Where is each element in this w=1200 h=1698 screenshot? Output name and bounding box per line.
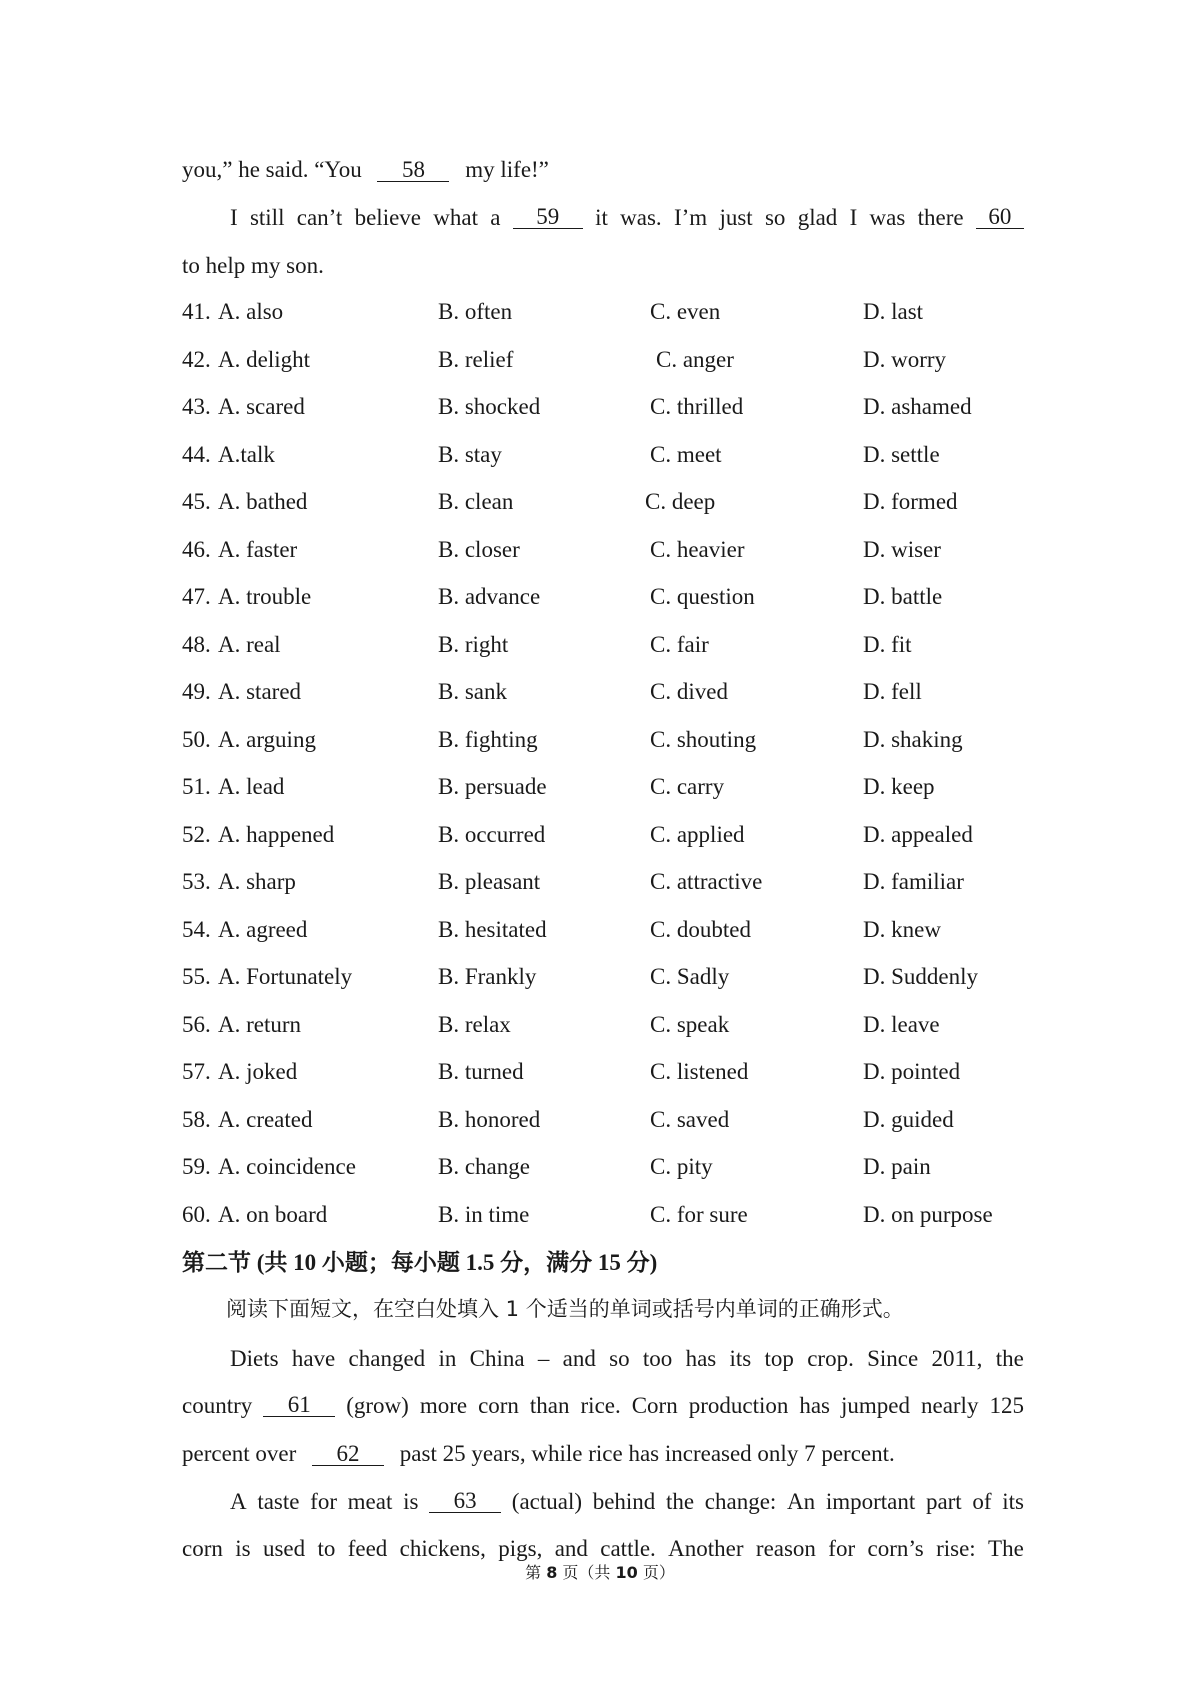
option-row bbox=[0, 823, 1200, 849]
paragraph-word: reason bbox=[755, 1536, 816, 1561]
passage-word: there bbox=[917, 205, 964, 230]
option-c: C. attractive bbox=[650, 869, 763, 894]
option-d: D. last bbox=[863, 299, 924, 324]
passage-word: still bbox=[249, 205, 285, 230]
paragraph-word: jumped bbox=[841, 1393, 910, 1418]
option-b: B. pleasant bbox=[438, 869, 541, 894]
paragraph-word: is bbox=[403, 1489, 419, 1514]
paragraph-word: corn bbox=[478, 1393, 519, 1418]
paragraph-word: Diets bbox=[230, 1346, 279, 1371]
option-d: D. pain bbox=[863, 1154, 931, 1179]
option-c: C. for sure bbox=[650, 1201, 748, 1227]
option-c: C. doubted bbox=[650, 916, 751, 942]
paragraph-word: Since bbox=[867, 1346, 919, 1371]
option-b: B. right bbox=[438, 631, 509, 657]
option-a: A. happened bbox=[218, 821, 335, 847]
option-a: A. return bbox=[218, 1011, 302, 1037]
option-c: C. meet bbox=[650, 441, 722, 467]
option-d: D. leave bbox=[863, 1011, 940, 1037]
paragraph2-line-1 bbox=[230, 1490, 1024, 1513]
passage-word: glad bbox=[797, 205, 838, 230]
option-d: D. ashamed bbox=[863, 394, 972, 419]
instruction-text: 阅读下面短文，在空白处填入 1 个适当的单词或括号内单词的正确形式。 bbox=[226, 1297, 904, 1321]
option-b: B. relief bbox=[438, 346, 514, 372]
paragraph-word: than bbox=[529, 1393, 570, 1418]
paragraph-word: and bbox=[554, 1536, 588, 1561]
question-number: 57. bbox=[182, 1059, 211, 1084]
question-number: 52. bbox=[182, 821, 211, 847]
passage-word: I bbox=[849, 205, 858, 230]
option-b: B. shocked bbox=[438, 394, 541, 419]
question-number: 51. bbox=[182, 774, 211, 799]
paragraph-word: the bbox=[995, 1346, 1024, 1371]
option-row bbox=[0, 300, 1200, 326]
option-row bbox=[0, 680, 1200, 706]
paragraph-word: (actual) bbox=[511, 1489, 583, 1514]
paragraph-word: feed bbox=[347, 1536, 388, 1561]
option-c: C. heavier bbox=[650, 536, 745, 562]
footer-text: 第 bbox=[525, 1563, 542, 1582]
option-c: C. even bbox=[650, 299, 721, 324]
option-a: A. trouble bbox=[218, 584, 312, 609]
question-number: 42. bbox=[182, 346, 211, 372]
paragraph-word: changed bbox=[348, 1346, 426, 1371]
option-row bbox=[0, 1203, 1200, 1229]
option-d: D. knew bbox=[863, 916, 941, 942]
option-d: D. battle bbox=[863, 584, 943, 609]
option-row bbox=[0, 870, 1200, 896]
option-a: A. also bbox=[218, 299, 284, 324]
option-row bbox=[0, 538, 1200, 564]
paragraph-word: for bbox=[310, 1489, 337, 1514]
paragraph-word: An bbox=[787, 1489, 816, 1514]
paragraph-word: part bbox=[925, 1489, 962, 1514]
option-c: C. pity bbox=[650, 1154, 713, 1179]
option-c: C. question bbox=[650, 584, 755, 609]
option-a: A. agreed bbox=[218, 916, 308, 942]
paragraph-word: too bbox=[642, 1346, 673, 1371]
paragraph-word: production bbox=[688, 1393, 789, 1418]
paragraph-text: percent over bbox=[182, 1441, 297, 1466]
option-a: A. coincidence bbox=[218, 1154, 356, 1179]
option-b: B. turned bbox=[438, 1059, 524, 1084]
option-c: C. anger bbox=[656, 346, 734, 372]
paragraph-word: so bbox=[609, 1346, 630, 1371]
question-number: 50. bbox=[182, 726, 211, 752]
option-c: C. speak bbox=[650, 1011, 730, 1037]
option-a: A. delight bbox=[218, 346, 310, 372]
paragraph-word: meat bbox=[347, 1489, 393, 1514]
option-b: B. often bbox=[438, 299, 513, 324]
option-b: B. persuade bbox=[438, 774, 547, 799]
option-row bbox=[0, 1013, 1200, 1039]
option-c: C. carry bbox=[650, 774, 725, 799]
option-d: D. Suddenly bbox=[863, 964, 978, 989]
option-d: D. fell bbox=[863, 679, 922, 704]
paragraph-word: its bbox=[729, 1346, 752, 1371]
passage-word: it bbox=[595, 205, 608, 230]
option-b: B. clean bbox=[438, 489, 514, 514]
passage-word: so bbox=[764, 205, 786, 230]
passage-word: I bbox=[230, 205, 238, 230]
option-d: D. familiar bbox=[863, 869, 964, 894]
paragraph1-line-1 bbox=[230, 1347, 1024, 1370]
answer-blank-58: 58 bbox=[377, 159, 449, 182]
passage-word: just bbox=[719, 205, 753, 230]
footer-text: 页） bbox=[642, 1563, 675, 1582]
option-a: A. created bbox=[218, 1106, 313, 1132]
passage-word: what bbox=[433, 205, 478, 230]
question-number: 47. bbox=[182, 584, 211, 609]
option-c: C. deep bbox=[645, 489, 716, 514]
option-row bbox=[0, 1060, 1200, 1086]
paragraph-word: corn bbox=[182, 1536, 223, 1561]
option-b: B. Frankly bbox=[438, 964, 537, 989]
option-d: D. guided bbox=[863, 1106, 954, 1132]
option-b: B. fighting bbox=[438, 726, 538, 752]
paragraph-word: more bbox=[419, 1393, 468, 1418]
question-number: 48. bbox=[182, 631, 211, 657]
answer-blank-63: 63 bbox=[429, 1490, 501, 1513]
question-number: 45. bbox=[182, 489, 211, 514]
option-b: B. relax bbox=[438, 1011, 511, 1037]
paragraph-word: have bbox=[291, 1346, 336, 1371]
option-b: B. advance bbox=[438, 584, 541, 609]
option-d: D. shaking bbox=[863, 726, 963, 752]
option-b: B. occurred bbox=[438, 821, 546, 847]
paragraph-word: (grow) bbox=[346, 1393, 409, 1418]
option-d: D. pointed bbox=[863, 1059, 961, 1084]
option-b: B. honored bbox=[438, 1106, 541, 1132]
passage-word: a bbox=[490, 205, 501, 230]
option-c: C. listened bbox=[650, 1059, 749, 1084]
option-a: A. real bbox=[218, 631, 281, 657]
paragraph1-line-2 bbox=[182, 1394, 1024, 1417]
passage-word: believe bbox=[354, 205, 421, 230]
option-row bbox=[0, 633, 1200, 659]
paragraph-word: corn’s bbox=[867, 1536, 924, 1561]
option-a: A. scared bbox=[218, 394, 305, 419]
option-row bbox=[0, 1108, 1200, 1134]
question-number: 53. bbox=[182, 869, 211, 894]
option-c: C. fair bbox=[650, 631, 709, 657]
question-number: 46. bbox=[182, 536, 211, 562]
paragraph-word: crop. bbox=[807, 1346, 854, 1371]
question-number: 55. bbox=[182, 964, 211, 989]
answer-blank-59: 59 bbox=[513, 206, 583, 229]
paragraph-word: pigs, bbox=[498, 1536, 543, 1561]
option-row bbox=[0, 585, 1200, 611]
paragraph-word: of bbox=[972, 1489, 992, 1514]
paragraph-word: 2011, bbox=[931, 1346, 983, 1371]
paragraph-word: top bbox=[764, 1346, 794, 1371]
passage-line-1 bbox=[182, 158, 549, 182]
question-number: 60. bbox=[182, 1201, 211, 1227]
option-row bbox=[0, 728, 1200, 754]
paragraph-word: chickens, bbox=[399, 1536, 486, 1561]
passage-text: my life!” bbox=[465, 157, 549, 182]
passage-word: I’m bbox=[673, 205, 708, 230]
option-c: C. saved bbox=[650, 1106, 730, 1132]
option-b: B. in time bbox=[438, 1201, 530, 1227]
paragraph-word: behind bbox=[592, 1489, 656, 1514]
option-b: B. change bbox=[438, 1154, 530, 1179]
paragraph-word: rise: bbox=[936, 1536, 976, 1561]
page-footer bbox=[0, 1565, 1200, 1581]
paragraph-word: country bbox=[182, 1393, 253, 1418]
option-a: A. bathed bbox=[218, 489, 308, 514]
paragraph-word: China bbox=[469, 1346, 525, 1371]
paragraph2-line-2 bbox=[182, 1537, 1024, 1560]
option-d: D. wiser bbox=[863, 536, 941, 562]
paragraph-word: – bbox=[537, 1346, 550, 1371]
option-a: A. arguing bbox=[218, 726, 316, 752]
paragraph-word: has bbox=[685, 1346, 717, 1371]
option-c: C. Sadly bbox=[650, 964, 730, 989]
option-a: A.talk bbox=[218, 441, 275, 467]
passage-word: was bbox=[869, 205, 906, 230]
total-pages: 10 bbox=[615, 1563, 638, 1582]
paragraph-word: for bbox=[828, 1536, 856, 1561]
paragraph-word: cattle. bbox=[600, 1536, 656, 1561]
paragraph-word: has bbox=[799, 1393, 831, 1418]
option-d: D. settle bbox=[863, 441, 940, 467]
paragraph-word: rice. bbox=[580, 1393, 621, 1418]
paragraph-word: The bbox=[988, 1536, 1024, 1561]
paragraph-word: and bbox=[562, 1346, 596, 1371]
paragraph-word: in bbox=[438, 1346, 457, 1371]
option-row bbox=[0, 775, 1200, 801]
option-row bbox=[0, 965, 1200, 991]
question-number: 59. bbox=[182, 1154, 211, 1179]
passage-line-2 bbox=[230, 206, 1024, 229]
paragraph-word: to bbox=[317, 1536, 336, 1561]
paragraph1-line-3 bbox=[182, 1442, 895, 1466]
option-row bbox=[0, 348, 1200, 374]
option-d: D. fit bbox=[863, 631, 912, 657]
paragraph-text: past 25 years, while rice has increased only 7 percent. bbox=[399, 1441, 895, 1466]
paragraph-word: taste bbox=[257, 1489, 300, 1514]
page-number: 8 bbox=[546, 1563, 558, 1582]
paragraph-word: 125 bbox=[989, 1393, 1024, 1418]
option-d: D. keep bbox=[863, 774, 935, 799]
passage-word: can’t bbox=[296, 205, 343, 230]
paragraph-word: change: bbox=[704, 1489, 777, 1514]
option-row bbox=[0, 918, 1200, 944]
paragraph-word: used bbox=[262, 1536, 306, 1561]
paragraph-word: its bbox=[1002, 1489, 1024, 1514]
question-number: 44. bbox=[182, 441, 211, 467]
answer-blank-61: 61 bbox=[263, 1394, 335, 1417]
question-number: 56. bbox=[182, 1011, 211, 1037]
option-b: B. stay bbox=[438, 441, 502, 467]
passage-word: was. bbox=[620, 205, 662, 230]
paragraph-word: A bbox=[230, 1489, 247, 1514]
question-number: 49. bbox=[182, 679, 211, 704]
answer-blank-60: 60 bbox=[976, 206, 1024, 229]
option-b: B. closer bbox=[438, 536, 520, 562]
option-d: D. worry bbox=[863, 346, 947, 372]
option-row bbox=[0, 395, 1200, 421]
answer-blank-62: 62 bbox=[312, 1443, 384, 1466]
question-number: 58. bbox=[182, 1106, 211, 1132]
passage-text: you,” he said. “You bbox=[182, 157, 362, 182]
option-a: A. Fortunately bbox=[218, 964, 353, 989]
option-b: B. sank bbox=[438, 679, 507, 704]
paragraph-word: is bbox=[235, 1536, 251, 1561]
option-c: C. dived bbox=[650, 679, 728, 704]
paragraph-word: Corn bbox=[631, 1393, 678, 1418]
option-row bbox=[0, 443, 1200, 469]
option-c: C. applied bbox=[650, 821, 745, 847]
option-a: A. faster bbox=[218, 536, 298, 562]
option-a: A. joked bbox=[218, 1059, 298, 1084]
passage-line-3 bbox=[182, 254, 324, 277]
option-b: B. hesitated bbox=[438, 916, 547, 942]
option-a: A. stared bbox=[218, 679, 302, 704]
option-d: D. appealed bbox=[863, 821, 973, 847]
option-c: C. shouting bbox=[650, 726, 757, 752]
section-title: 第二节 (共 10 小题；每小题 1.5 分，满分 15 分) bbox=[182, 1250, 658, 1275]
footer-text: 页（共 bbox=[562, 1563, 611, 1582]
paragraph-word: nearly bbox=[920, 1393, 979, 1418]
option-row bbox=[0, 1155, 1200, 1181]
question-number: 43. bbox=[182, 394, 211, 419]
option-row bbox=[0, 490, 1200, 516]
option-a: A. lead bbox=[218, 774, 285, 799]
section-instruction bbox=[226, 1299, 904, 1320]
option-d: D. formed bbox=[863, 489, 958, 514]
paragraph-word: the bbox=[666, 1489, 695, 1514]
option-d: D. on purpose bbox=[863, 1201, 993, 1227]
option-a: A. on board bbox=[218, 1201, 328, 1227]
option-c: C. thrilled bbox=[650, 394, 744, 419]
option-a: A. sharp bbox=[218, 869, 296, 894]
passage-text: to help my son. bbox=[182, 253, 324, 278]
paragraph-word: important bbox=[825, 1489, 916, 1514]
question-number: 54. bbox=[182, 916, 211, 942]
question-number: 41. bbox=[182, 299, 211, 324]
paragraph-word: Another bbox=[668, 1536, 744, 1561]
